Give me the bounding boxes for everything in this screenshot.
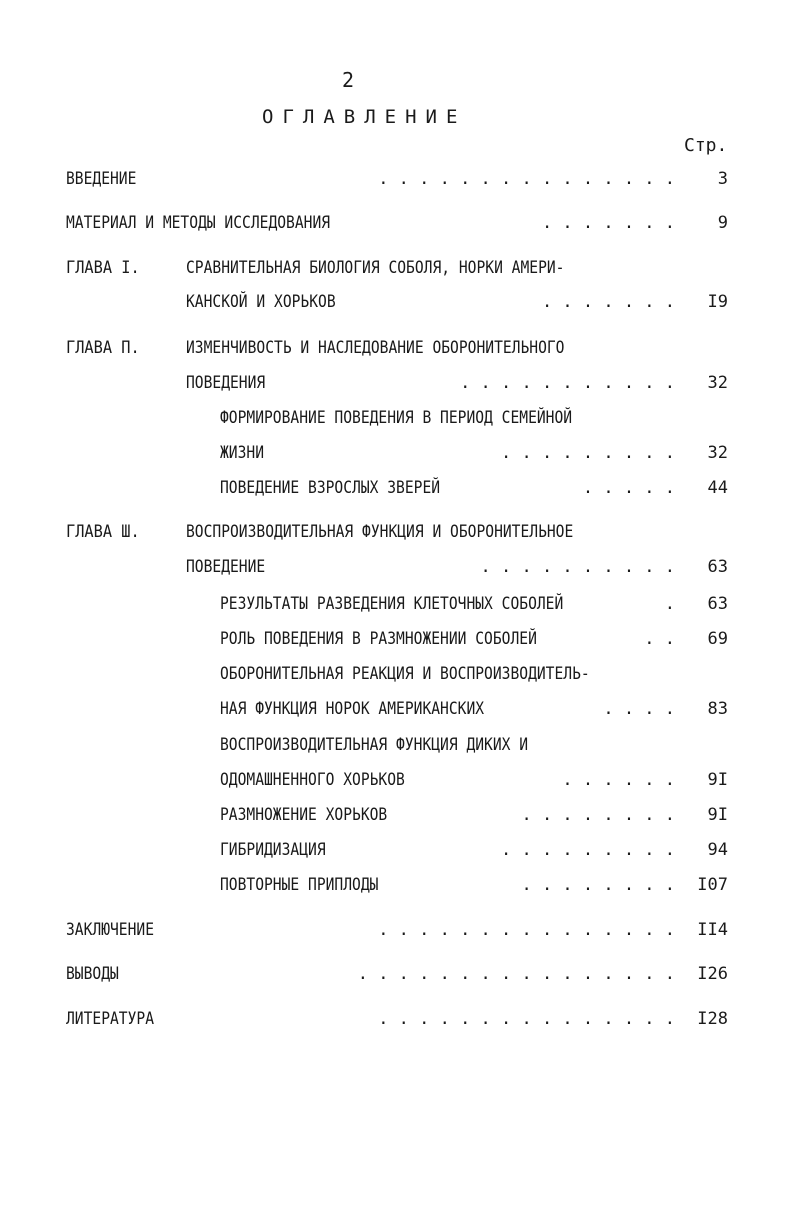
toc-page-number: 32 xyxy=(707,443,728,463)
toc-leader-dots: . . . . xyxy=(603,699,675,719)
toc-leader-dots: . . . . . . . . . . . . . . . . xyxy=(357,964,675,984)
chapter-label: ГЛАВА П. xyxy=(66,338,140,358)
toc-page-number: I07 xyxy=(697,875,728,895)
page-title: ОГЛАВЛЕНИЕ xyxy=(262,106,467,128)
toc-entry-text: СРАВНИТЕЛЬНАЯ БИОЛОГИЯ СОБОЛЯ, НОРКИ АМЕРИ- xyxy=(186,258,565,278)
toc-page-number: II4 xyxy=(697,920,728,940)
toc-page-number: I28 xyxy=(697,1009,728,1029)
toc-leader-dots: . . . . . xyxy=(582,478,675,498)
toc-leader-dots: . . . . . . . . xyxy=(521,875,675,895)
toc-entry-text: ПОВТОРНЫЕ ПРИПЛОДЫ xyxy=(220,875,379,895)
page-number: 2 xyxy=(342,68,355,92)
toc-entry-text: МАТЕРИАЛ И МЕТОДЫ ИССЛЕДОВАНИЯ xyxy=(66,213,331,233)
toc-entry-text: ОБОРОНИТЕЛЬНАЯ РЕАКЦИЯ И ВОСПРОИЗВОДИТЕЛЬ- xyxy=(220,664,590,684)
toc-page-number: 63 xyxy=(707,594,728,614)
toc-leader-dots: . . . . . . . . . . xyxy=(480,557,675,577)
toc-leader-dots: . . xyxy=(644,629,675,649)
toc-entry-text: ЗАКЛЮЧЕНИЕ xyxy=(66,920,155,940)
toc-page-number: 94 xyxy=(707,840,728,860)
toc-leader-dots: . . . . . . . . . . . xyxy=(460,373,675,393)
toc-entry-text: ВОСПРОИЗВОДИТЕЛЬНАЯ ФУНКЦИЯ ДИКИХ И xyxy=(220,735,529,755)
toc-entry-text: ВЫВОДЫ xyxy=(66,964,119,984)
toc-entry-text: ФОРМИРОВАНИЕ ПОВЕДЕНИЯ В ПЕРИОД СЕМЕЙНОЙ xyxy=(220,408,573,428)
toc-leader-dots: . . . . . . . xyxy=(541,292,675,312)
toc-entry-text: ГИБРИДИЗАЦИЯ xyxy=(220,840,326,860)
toc-page-number: 32 xyxy=(707,373,728,393)
toc-entry-text: РАЗМНОЖЕНИЕ ХОРЬКОВ xyxy=(220,805,388,825)
toc-leader-dots: . . . . . . . . . xyxy=(501,840,675,860)
toc-entry-text: ВОСПРОИЗВОДИТЕЛЬНАЯ ФУНКЦИЯ И ОБОРОНИТЕЛЬНОЕ xyxy=(186,522,574,542)
toc-leader-dots: . . . . . . . . . . . . . . . xyxy=(378,920,675,940)
toc-entry-text: ИЗМЕНЧИВОСТЬ И НАСЛЕДОВАНИЕ ОБОРОНИТЕЛЬНОГО xyxy=(186,338,565,358)
toc-entry-text: ПОВЕДЕНИЕ ВЗРОСЛЫХ ЗВЕРЕЙ xyxy=(220,478,441,498)
toc-page-number: I9 xyxy=(707,292,728,312)
toc-entry-text-continued: ЖИЗНИ xyxy=(220,443,265,463)
toc-entry-text: РЕЗУЛЬТАТЫ РАЗВЕДЕНИЯ КЛЕТОЧНЫХ СОБОЛЕЙ xyxy=(220,594,564,614)
toc-entry-text-continued: КАНСКОЙ И ХОРЬКОВ xyxy=(186,292,336,312)
toc-page-number: I26 xyxy=(697,964,728,984)
toc-entry-text: РОЛЬ ПОВЕДЕНИЯ В РАЗМНОЖЕНИИ СОБОЛЕЙ xyxy=(220,629,537,649)
toc-entry-text: ЛИТЕРАТУРА xyxy=(66,1009,155,1029)
toc-entry-text: ВВЕДЕНИЕ xyxy=(66,169,137,189)
toc-entry-text-continued: ОДОМАШНЕННОГО ХОРЬКОВ xyxy=(220,770,405,790)
toc-page-number: 9I xyxy=(707,770,728,790)
toc-page-number: 44 xyxy=(707,478,728,498)
page-column-label: Стр. xyxy=(684,135,728,156)
toc-leader-dots: . . . . . . xyxy=(562,770,675,790)
toc-leader-dots: . . . . . . . . . . . . . . . xyxy=(378,1009,675,1029)
toc-page-number: 9 xyxy=(717,213,728,233)
toc-leader-dots: . . . . . . . . . . . . . . . xyxy=(378,169,675,189)
chapter-label: ГЛАВА Ш. xyxy=(66,522,140,542)
toc-page-number: 63 xyxy=(707,557,728,577)
toc-leader-dots: . . . . . . . . . xyxy=(501,443,675,463)
toc-entry-text-continued: ПОВЕДЕНИЕ xyxy=(186,557,266,577)
toc-entry-text-continued: НАЯ ФУНКЦИЯ НОРОК АМЕРИКАНСКИХ xyxy=(220,699,485,719)
toc-leader-dots: . xyxy=(664,594,675,614)
toc-page-number: 9I xyxy=(707,805,728,825)
toc-leader-dots: . . . . . . . . xyxy=(521,805,675,825)
toc-page-number: 3 xyxy=(717,169,728,189)
toc-page-number: 83 xyxy=(707,699,728,719)
toc-entry-text-continued: ПОВЕДЕНИЯ xyxy=(186,373,266,393)
chapter-label: ГЛАВА I. xyxy=(66,258,140,278)
toc-leader-dots: . . . . . . . xyxy=(541,213,675,233)
toc-page-number: 69 xyxy=(707,629,728,649)
